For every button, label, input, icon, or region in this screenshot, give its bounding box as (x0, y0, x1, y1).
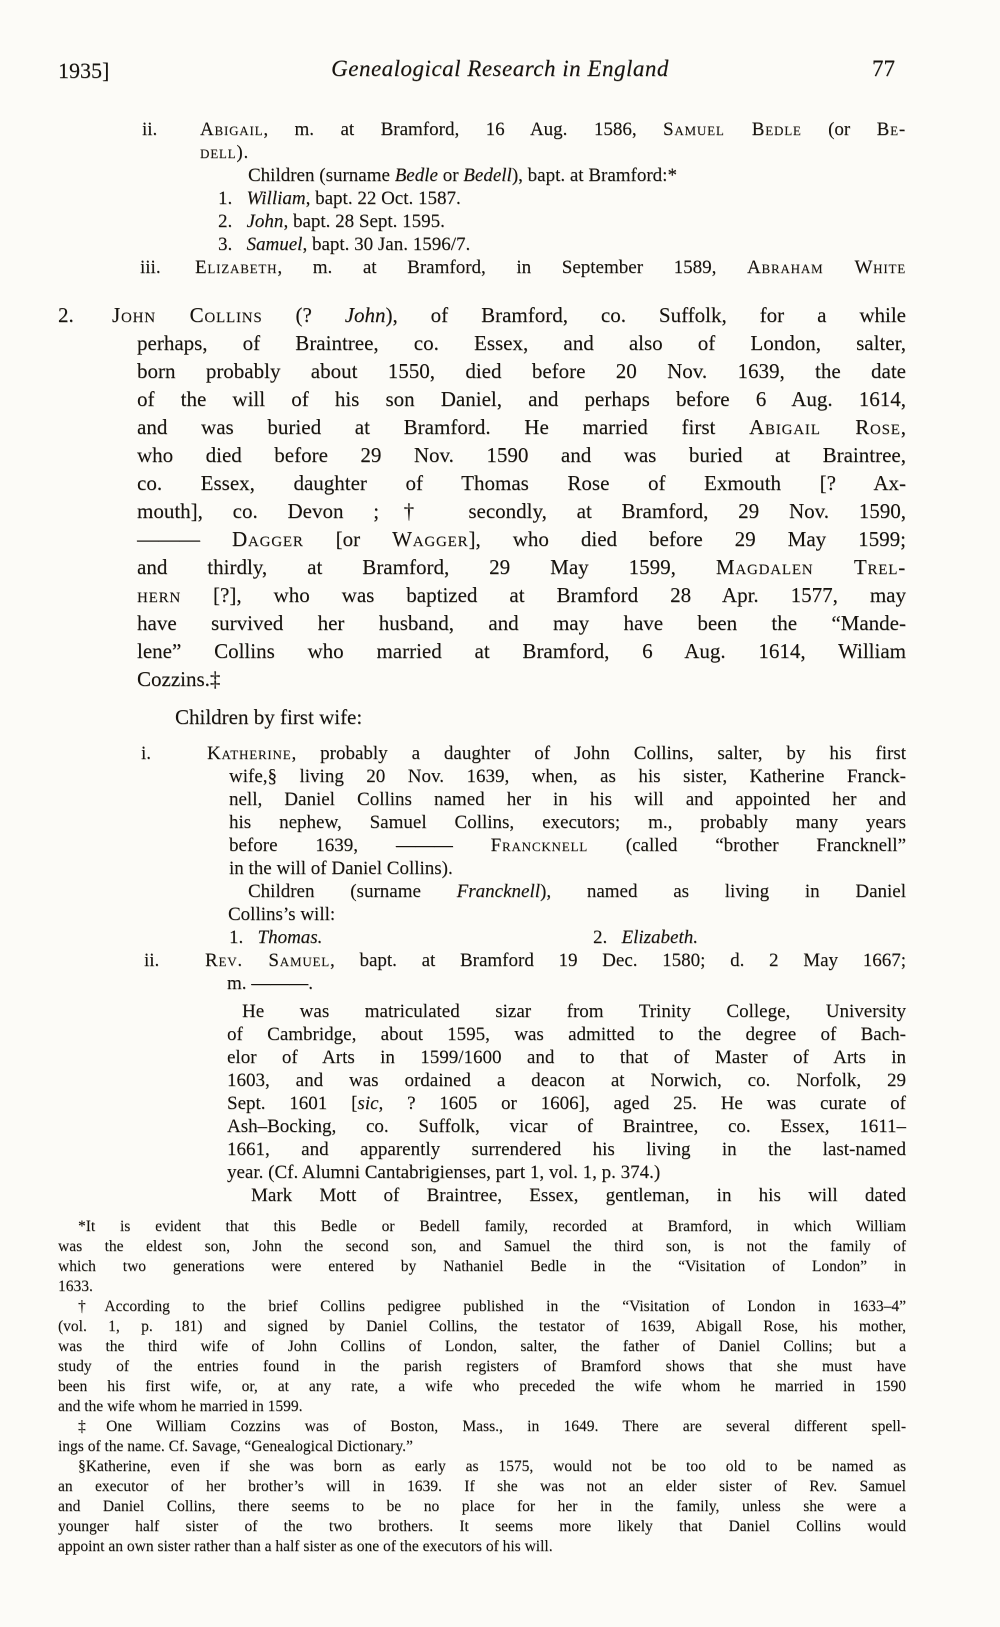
text-segment: ), bapt. at Bramford:* (511, 165, 677, 186)
text-segment: Be- (876, 119, 906, 140)
paragraph-mark-mott-text (227, 1184, 906, 1207)
text-segment: in the will of Daniel Collins). (229, 858, 453, 879)
text-line (58, 1517, 906, 1537)
entry-elizabeth-label: iii. (140, 257, 161, 278)
text-line (58, 1217, 906, 1237)
text-segment: (vol. 1, p. 181) and signed by Daniel Collins, the testator of 1639, Abigall Rose, his mother, (58, 1318, 906, 1335)
text-segment: Wagger (392, 527, 469, 551)
text-segment: study of the entries found in the parish registers of Bramford shows that she must have (58, 1358, 906, 1375)
children-francknell-list (229, 926, 1000, 949)
text-segment: Abraham White (747, 257, 906, 278)
text-line (58, 1537, 906, 1557)
children-francknell-heading-text (228, 880, 906, 926)
text-segment: Mark Mott of Braintree, Essex, gentleman, in his will dated (251, 1185, 906, 1206)
text-line (227, 1000, 906, 1023)
text-line (137, 469, 906, 497)
text-line (58, 1457, 906, 1477)
text-segment: Bedle (394, 165, 438, 186)
text-line (58, 1417, 906, 1437)
text-line (227, 1161, 906, 1184)
text-line (227, 1023, 906, 1046)
text-line (137, 525, 906, 553)
text-segment: younger half sister of the two brothers. It seems more likely that Daniel Collins would (58, 1518, 906, 1535)
text-line (227, 972, 906, 995)
text-segment: , bapt. 28 Sept. 1595. (283, 211, 445, 232)
text-segment: John (344, 303, 386, 327)
text-segment: lene” Collins who married at Bramford, 6 Aug. 1614, William (137, 639, 906, 663)
text-line (229, 811, 906, 834)
text-segment: Cozzins.‡ (137, 667, 221, 691)
text-segment: Elizabeth (195, 257, 278, 278)
page-header (0, 0, 1000, 88)
text-segment: been his first wife, or, at any rate, a wife who preceded the wife whom he married in 1590 (58, 1378, 906, 1395)
text-line (137, 609, 906, 637)
entry-samuel-label: ii. (144, 950, 160, 971)
text-segment: Dagger (232, 527, 304, 551)
text-segment: 1633. (58, 1278, 93, 1295)
paragraph-mark-mott (0, 1184, 1000, 1207)
text-segment: perhaps, of Braintree, co. Essex, and also of London, salter, (137, 331, 906, 355)
text-segment: , m. at Bramford, in September 1589, (277, 257, 747, 278)
text-line (218, 187, 906, 210)
text-segment: appoint an own sister rather than a half sister as one of the executors of his will. (58, 1538, 553, 1555)
entry-elizabeth-text (195, 256, 906, 279)
text-segment: dell). (200, 142, 250, 163)
text-line (227, 1138, 906, 1161)
text-line (218, 210, 906, 233)
text-line (58, 1257, 906, 1277)
text-line (229, 857, 906, 880)
text-line (58, 1317, 906, 1337)
text-segment: *It is evident that this Bedle or Bedell family, recorded at Bramford, in which William (78, 1218, 906, 1235)
text-segment: elor of Arts in 1599/1600 and to that of Master of Arts in (227, 1047, 906, 1068)
text-segment: (? (262, 303, 345, 327)
children-francknell-heading (0, 880, 1000, 926)
children-first-wife-heading (0, 703, 1000, 731)
entry-john-collins (0, 301, 1000, 693)
text-segment: ‡One William Cozzins was of Boston, Mass., in 1649. There are several different spell- (78, 1418, 906, 1435)
text-segment: Rev. Samuel (205, 950, 331, 971)
text-segment: his nephew, Samuel Collins, executors; m., probably many years (229, 812, 906, 833)
text-segment: Children (surname (248, 881, 457, 902)
footnote-double-dagger (58, 1417, 906, 1457)
text-line (137, 665, 906, 693)
text-segment: 1. (218, 188, 247, 209)
text-segment: Children (surname (248, 165, 395, 186)
text-segment: which two generations were entered by Nathaniel Bedle in the “Visitation of London” in (58, 1258, 906, 1275)
text-line (200, 141, 906, 164)
text-line (228, 880, 906, 903)
paragraph-trinity-college-text (227, 1000, 906, 1184)
text-segment: before 1639, ——— (229, 835, 491, 856)
children-bedle-heading (0, 164, 1000, 187)
text-segment: Children by first wife: (175, 705, 363, 729)
entry-katherine (0, 742, 1000, 880)
text-line (58, 1337, 906, 1357)
entry-abigail-label: ii. (142, 119, 158, 140)
text-segment: †According to the brief Collins pedigree published in the “Visitation of London in 1633–4” (78, 1298, 906, 1315)
text-line (248, 164, 906, 187)
text-line (227, 1069, 906, 1092)
text-segment: (or (801, 119, 877, 140)
text-segment: was the eldest son, John the second son, and Samuel the third son, is not the family of (58, 1238, 906, 1255)
entry-abigail-text (200, 118, 906, 164)
text-segment: year. (Cf. Alumni Cantabrigienses, part 1, vol. 1, p. 374.) (227, 1162, 661, 1183)
text-segment: nell, Daniel Collins named her in his will and appointed her and (229, 789, 906, 810)
child-elizabeth (593, 926, 698, 949)
text-segment: and the wife whom he married in 1599. (58, 1398, 303, 1415)
text-line (58, 1237, 906, 1257)
text-segment: have survived her husband, and may have been the “Mande- (137, 611, 906, 635)
text-line (228, 903, 906, 926)
text-line (58, 1497, 906, 1517)
text-line (137, 441, 906, 469)
children-bedle-list-text (218, 187, 906, 256)
text-segment: Abigail (200, 119, 264, 140)
text-segment: ), named as living in Daniel (540, 881, 906, 902)
footnote-section-mark (58, 1457, 906, 1557)
text-line (195, 256, 906, 279)
text-segment: , bapt. at Bramford 19 Dec. 1580; d. 2 May 1667; (330, 950, 906, 971)
text-segment: 2. (593, 927, 622, 948)
text-line (58, 1437, 906, 1457)
text-line (227, 1092, 906, 1115)
text-segment: Bedell (463, 165, 512, 186)
text-line (207, 742, 906, 765)
text-segment: born probably about 1550, died before 20 Nov. 1639, the date (137, 359, 906, 383)
text-segment: ], who died before 29 May 1599; (468, 527, 906, 551)
text-line (205, 949, 906, 972)
header-page-number: 77 (872, 56, 895, 81)
text-line (137, 385, 906, 413)
text-line (112, 301, 906, 329)
text-segment: was the third wife of John Collins of London, salter, the father of Daniel Collins; but a (58, 1338, 906, 1355)
text-segment: wife,§ living 20 Nov. 1639, when, as his sister, Katherine Franck- (229, 766, 906, 787)
text-line (227, 1184, 906, 1207)
entry-abigail (0, 118, 1000, 164)
text-segment: Elizabeth. (621, 927, 699, 948)
text-segment: or (437, 165, 464, 186)
text-segment: and Daniel Collins, there seems to be no place for her in the family, unless she were a (58, 1498, 906, 1515)
text-segment: Magdalen Trel- (715, 555, 906, 579)
text-line (227, 1046, 906, 1069)
text-line (229, 834, 906, 857)
text-segment: 2. (218, 211, 247, 232)
footnote-asterisk (58, 1217, 906, 1297)
text-segment: Francknell (490, 835, 588, 856)
text-segment: ings of the name. Cf. Savage, “Genealogical Dictionary.” (58, 1438, 413, 1455)
text-segment: , bapt. 22 Oct. 1587. (305, 188, 461, 209)
children-bedle-heading-text (248, 164, 906, 187)
text-segment: and was buried at Bramford. He married first (137, 415, 750, 439)
text-segment: §Katherine, even if she was born as early as 1575, would not be too old to be named as (78, 1458, 906, 1475)
text-segment: Thomas. (257, 927, 323, 948)
text-segment: Ash–Bocking, co. Suffolk, vicar of Braintree, co. Essex, 1611– (227, 1116, 906, 1137)
text-line (175, 703, 906, 731)
text-line (137, 329, 906, 357)
child-thomas (229, 927, 322, 948)
children-bedle-list (0, 187, 1000, 256)
paragraph-trinity-college (0, 1000, 1000, 1184)
text-line (58, 1277, 906, 1297)
text-line (218, 233, 906, 256)
text-segment: 1661, and apparently surrendered his living in the last-named (227, 1139, 906, 1160)
text-line (137, 413, 906, 441)
header-year: 1935] (58, 58, 110, 83)
text-segment: , m. at Bramford, 16 Aug. 1586, (263, 119, 663, 140)
text-line (200, 118, 906, 141)
text-segment: sic (357, 1093, 379, 1114)
text-segment: ——— (137, 527, 233, 551)
text-line (227, 1115, 906, 1138)
text-line (137, 497, 906, 525)
text-segment: , bapt. 30 Jan. 1596/7. (302, 234, 471, 255)
entry-john-collins-text (112, 301, 906, 693)
children-first-wife-heading-text (175, 703, 906, 731)
text-segment: 1. (229, 927, 258, 948)
text-segment: Samuel (246, 234, 303, 255)
text-segment: an executor of her brother’s will in 1639. If she was not an elder sister of Rev. Samuel (58, 1478, 906, 1495)
text-segment: Samuel Bedle (663, 119, 802, 140)
text-segment: of Cambridge, about 1595, was admitted to the degree of Bach- (227, 1024, 906, 1045)
text-line (137, 553, 906, 581)
text-line (58, 1477, 906, 1497)
text-segment: Collins’s will: (228, 904, 336, 925)
text-segment: [?], who was baptized at Bramford 28 Apr. 1577, may (181, 583, 906, 607)
text-segment: who died before 29 Nov. 1590 and was buried at Braintree, (137, 443, 906, 467)
header-title: Genealogical Research in England (331, 56, 669, 81)
text-segment: [or (303, 527, 393, 551)
entry-katherine-text (207, 742, 906, 880)
text-segment: , probably a daughter of John Collins, salter, by his first (291, 743, 906, 764)
footnote-dagger (58, 1297, 906, 1417)
text-segment: Katherine (207, 743, 292, 764)
text-line (58, 1357, 906, 1377)
entry-samuel (0, 949, 1000, 995)
text-segment: 3. (218, 234, 247, 255)
text-segment: hern (137, 583, 182, 607)
text-line (229, 765, 906, 788)
entry-elizabeth (0, 256, 1000, 279)
entry-john-collins-label: 2. (58, 303, 74, 327)
text-segment: Sept. 1601 [ (227, 1093, 358, 1114)
page-body (0, 118, 1000, 1207)
text-segment: John Collins (112, 303, 263, 327)
text-segment: , (900, 415, 906, 439)
text-segment: Francknell (456, 881, 541, 902)
text-segment: ), of Bramford, co. Suffolk, for a while (385, 303, 906, 327)
text-segment: , ? 1605 or 1606], aged 25. He was curate of (378, 1093, 906, 1114)
text-line (58, 1297, 906, 1317)
text-line (137, 581, 906, 609)
text-segment: Abigail Rose (749, 415, 901, 439)
text-line (137, 637, 906, 665)
text-segment: (called “brother Francknell” (587, 835, 906, 856)
text-segment: m. ———. (227, 973, 314, 994)
text-line (229, 788, 906, 811)
text-segment: 1603, and was ordained a deacon at Norwich, co. Norfolk, 29 (227, 1070, 906, 1091)
text-segment: William (246, 188, 306, 209)
text-segment: John (246, 211, 284, 232)
text-segment: co. Essex, daughter of Thomas Rose of Exmouth [? Ax- (137, 471, 906, 495)
text-segment: and thirdly, at Bramford, 29 May 1599, (137, 555, 716, 579)
entry-samuel-text (205, 949, 906, 995)
text-line (137, 357, 906, 385)
entry-katherine-label: i. (141, 743, 152, 764)
footnotes-section (0, 1217, 1000, 1557)
text-segment: mouth], co. Devon ;† secondly, at Bramford, 29 Nov. 1590, (137, 499, 906, 523)
text-line (58, 1377, 906, 1397)
text-segment: He was matriculated sizar from Trinity College, University (242, 1001, 906, 1022)
text-segment: of the will of his son Daniel, and perhaps before 6 Aug. 1614, (137, 387, 906, 411)
text-line (58, 1397, 906, 1417)
